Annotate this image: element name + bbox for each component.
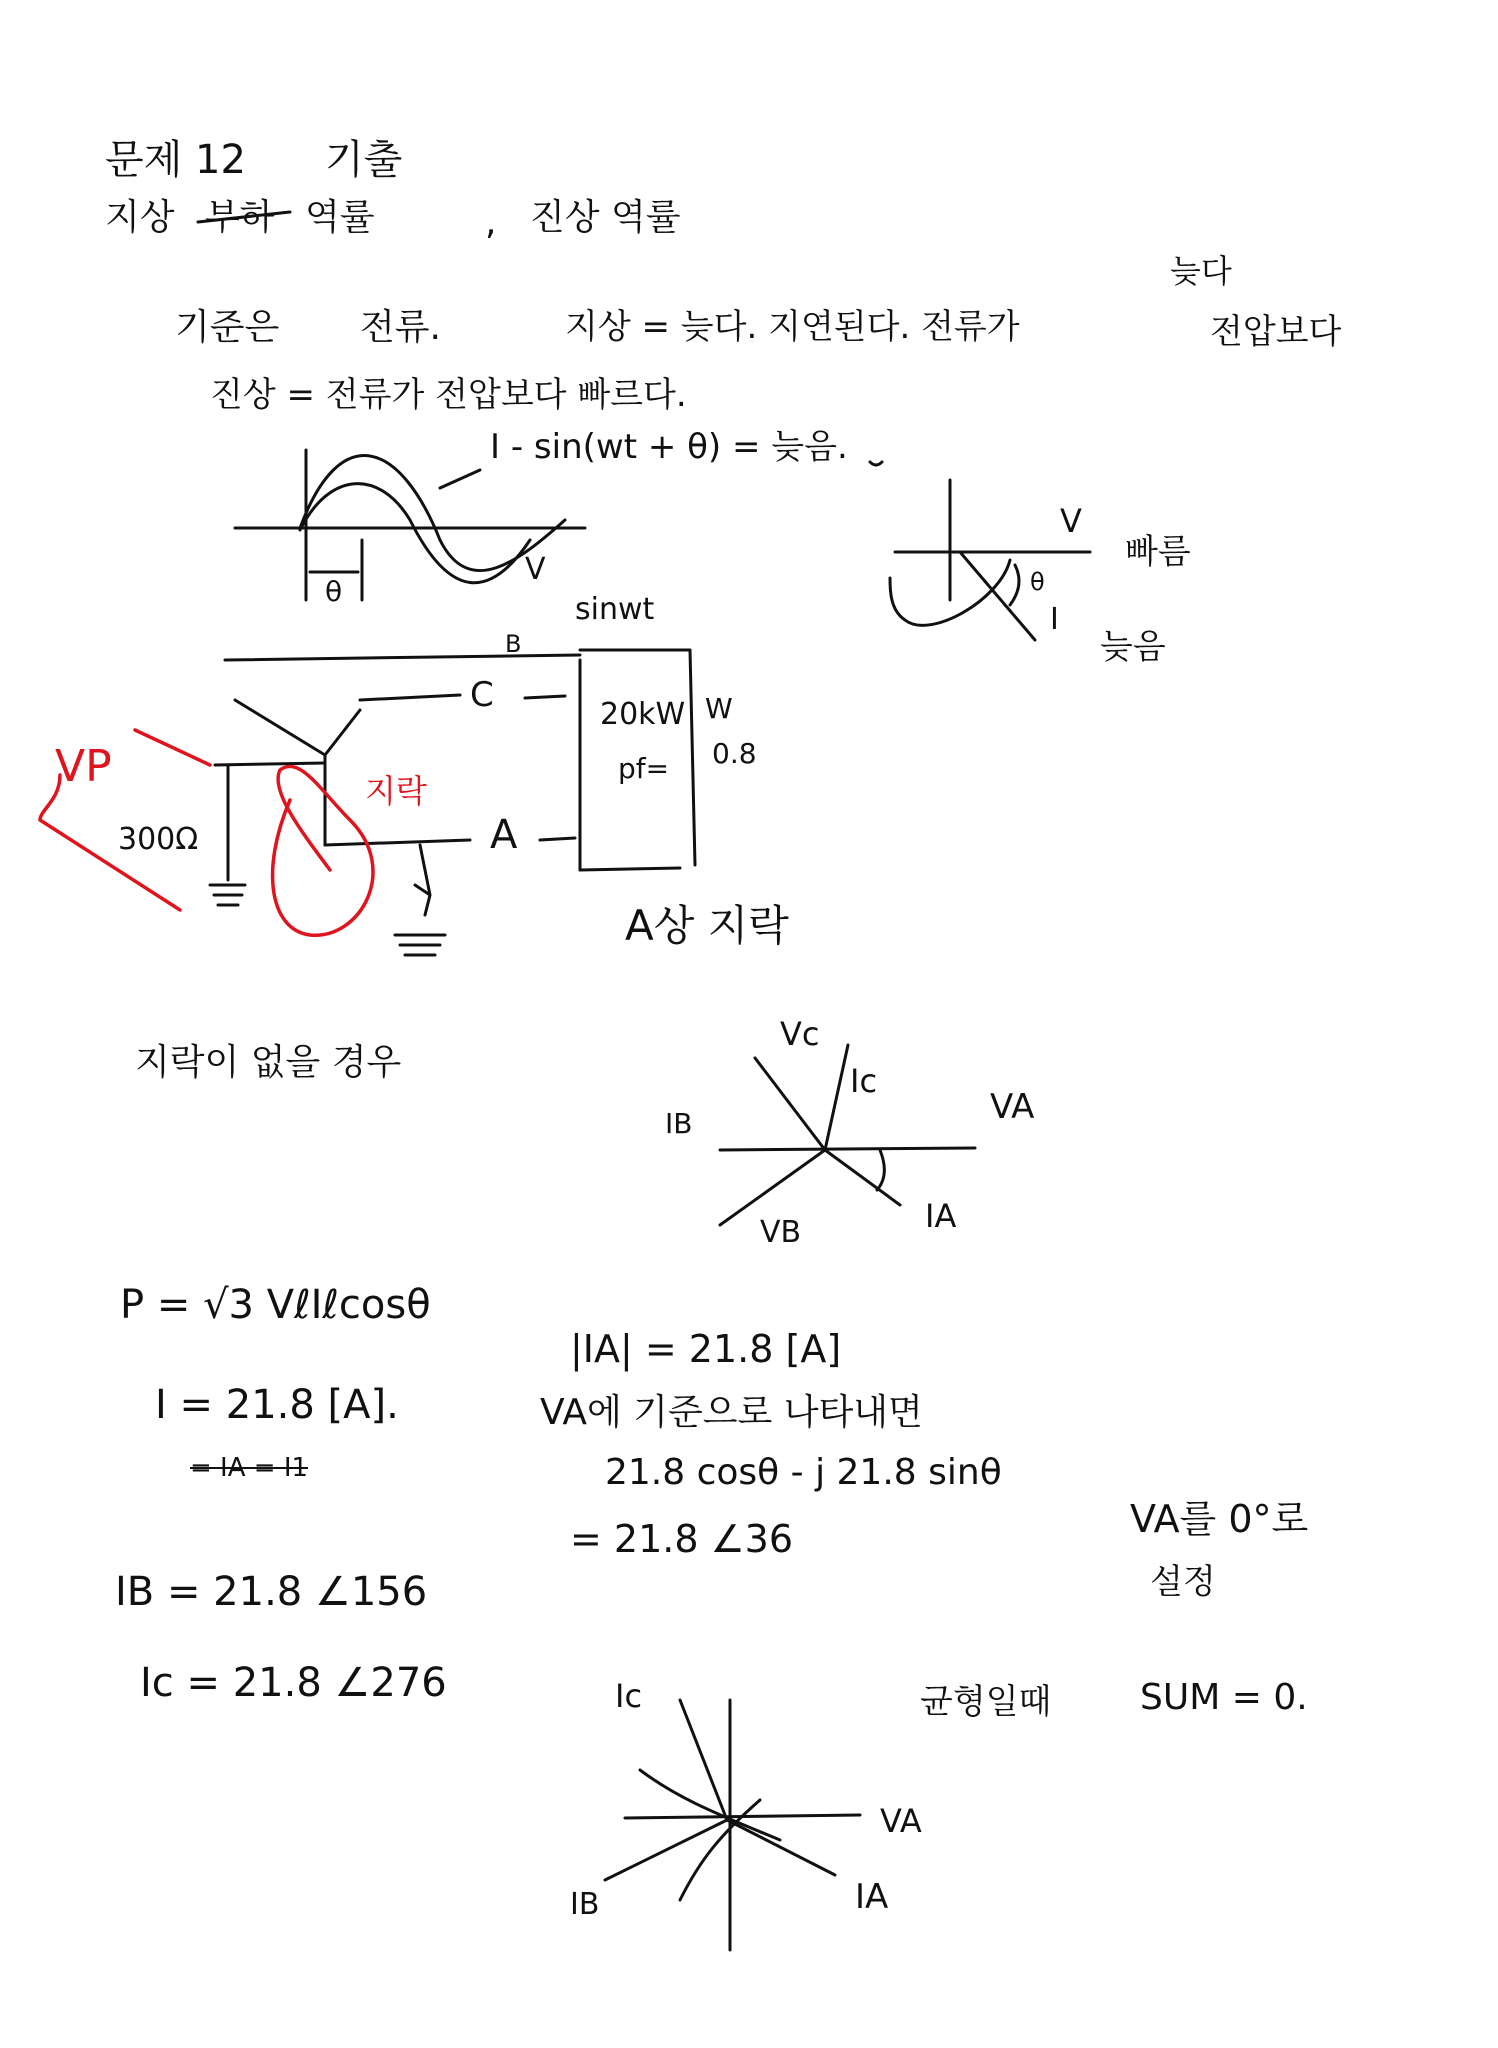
- basis-label: 기준은: [175, 307, 280, 348]
- ia-label-1: IA: [925, 1197, 957, 1235]
- lag-word: 지상: [105, 197, 175, 238]
- ib-label-1: IB: [665, 1107, 693, 1140]
- problem-title: 문제 12: [105, 137, 246, 183]
- resistor-label: 300Ω: [118, 822, 199, 857]
- theta-phasor-label: θ: [1030, 568, 1045, 596]
- dot-mark: [870, 462, 882, 465]
- v-phasor-label: V: [1060, 502, 1082, 540]
- i-phasor-label: I: [1050, 602, 1059, 637]
- phasor-diagram-2: [605, 1700, 860, 1950]
- power-formula: P = √3 VℓIℓcosθ: [120, 1282, 431, 1328]
- phase-c-label: C: [470, 675, 494, 715]
- current-value: I = 21.8 [A].: [155, 1382, 399, 1428]
- phase-b-label: B: [505, 630, 522, 658]
- circuit-diagram: [210, 650, 695, 955]
- va-label-1: VA: [990, 1087, 1035, 1127]
- ib-formula: IB = 21.8 ∠156: [115, 1569, 428, 1615]
- ib-label-2: IB: [570, 1887, 600, 1922]
- ia-label-2: IA: [855, 1877, 889, 1917]
- vc-label: Vc: [780, 1015, 820, 1053]
- lag-tail-note: 전압보다: [1210, 312, 1342, 352]
- lag-above-note: 늦다: [1170, 252, 1232, 290]
- sum-label: SUM = 0.: [1140, 1677, 1308, 1718]
- phase-a-label: A: [490, 812, 518, 858]
- struck-formula: = IA = I1: [190, 1453, 309, 1483]
- separator: ,: [485, 202, 497, 243]
- current-label: 전류.: [360, 307, 441, 348]
- struck-load-word: 부하: [205, 197, 275, 238]
- v-wave-label: V: [525, 552, 546, 587]
- load-power: 20kW: [600, 697, 686, 732]
- exam-label: 기출: [325, 137, 403, 183]
- ic-label-2: Ic: [615, 1677, 643, 1715]
- lead-definition: 진상 = 전류가 전압보다 빠르다.: [210, 375, 687, 415]
- sinwt-label: sinwt: [575, 592, 655, 627]
- i-slow-label: 늦음: [1100, 627, 1166, 667]
- load-w: W: [705, 692, 733, 725]
- fault-label: 지락: [365, 772, 427, 810]
- pf-value: 0.8: [712, 737, 757, 770]
- rectangular-form: 21.8 cosθ - j 21.8 sinθ: [605, 1452, 1002, 1493]
- va-label-2: VA: [880, 1802, 922, 1840]
- vp-label: VP: [55, 741, 112, 792]
- ic-label-1: Ic: [850, 1062, 878, 1100]
- ia-magnitude: |IA| = 21.8 [A]: [570, 1327, 842, 1371]
- va-reference-note: VA에 기준으로 나타내면: [540, 1392, 923, 1433]
- polar-form: = 21.8 ∠36: [570, 1517, 794, 1561]
- pf-word: 역률: [305, 197, 375, 238]
- set-note: 설정: [1150, 1562, 1216, 1602]
- va-zero-note: VA를 0°로: [1130, 1497, 1309, 1541]
- load-pf: pf=: [618, 752, 670, 785]
- vb-label: VB: [760, 1215, 802, 1250]
- v-fast-label: 빠름: [1125, 532, 1191, 572]
- balanced-label: 균형일때: [920, 1682, 1052, 1722]
- fault-caption: A상 지락: [625, 901, 789, 950]
- theta-label: θ: [325, 575, 343, 608]
- lead-pf-word: 진상 역률: [530, 197, 681, 238]
- no-fault-caption: 지락이 없을 경우: [135, 1042, 402, 1083]
- ic-formula: Ic = 21.8 ∠276: [140, 1660, 447, 1706]
- wave-formula: I - sin(wt + θ) = 늦음.: [490, 427, 848, 467]
- lag-definition: 지상 = 늦다. 지연된다. 전류가: [565, 307, 1020, 347]
